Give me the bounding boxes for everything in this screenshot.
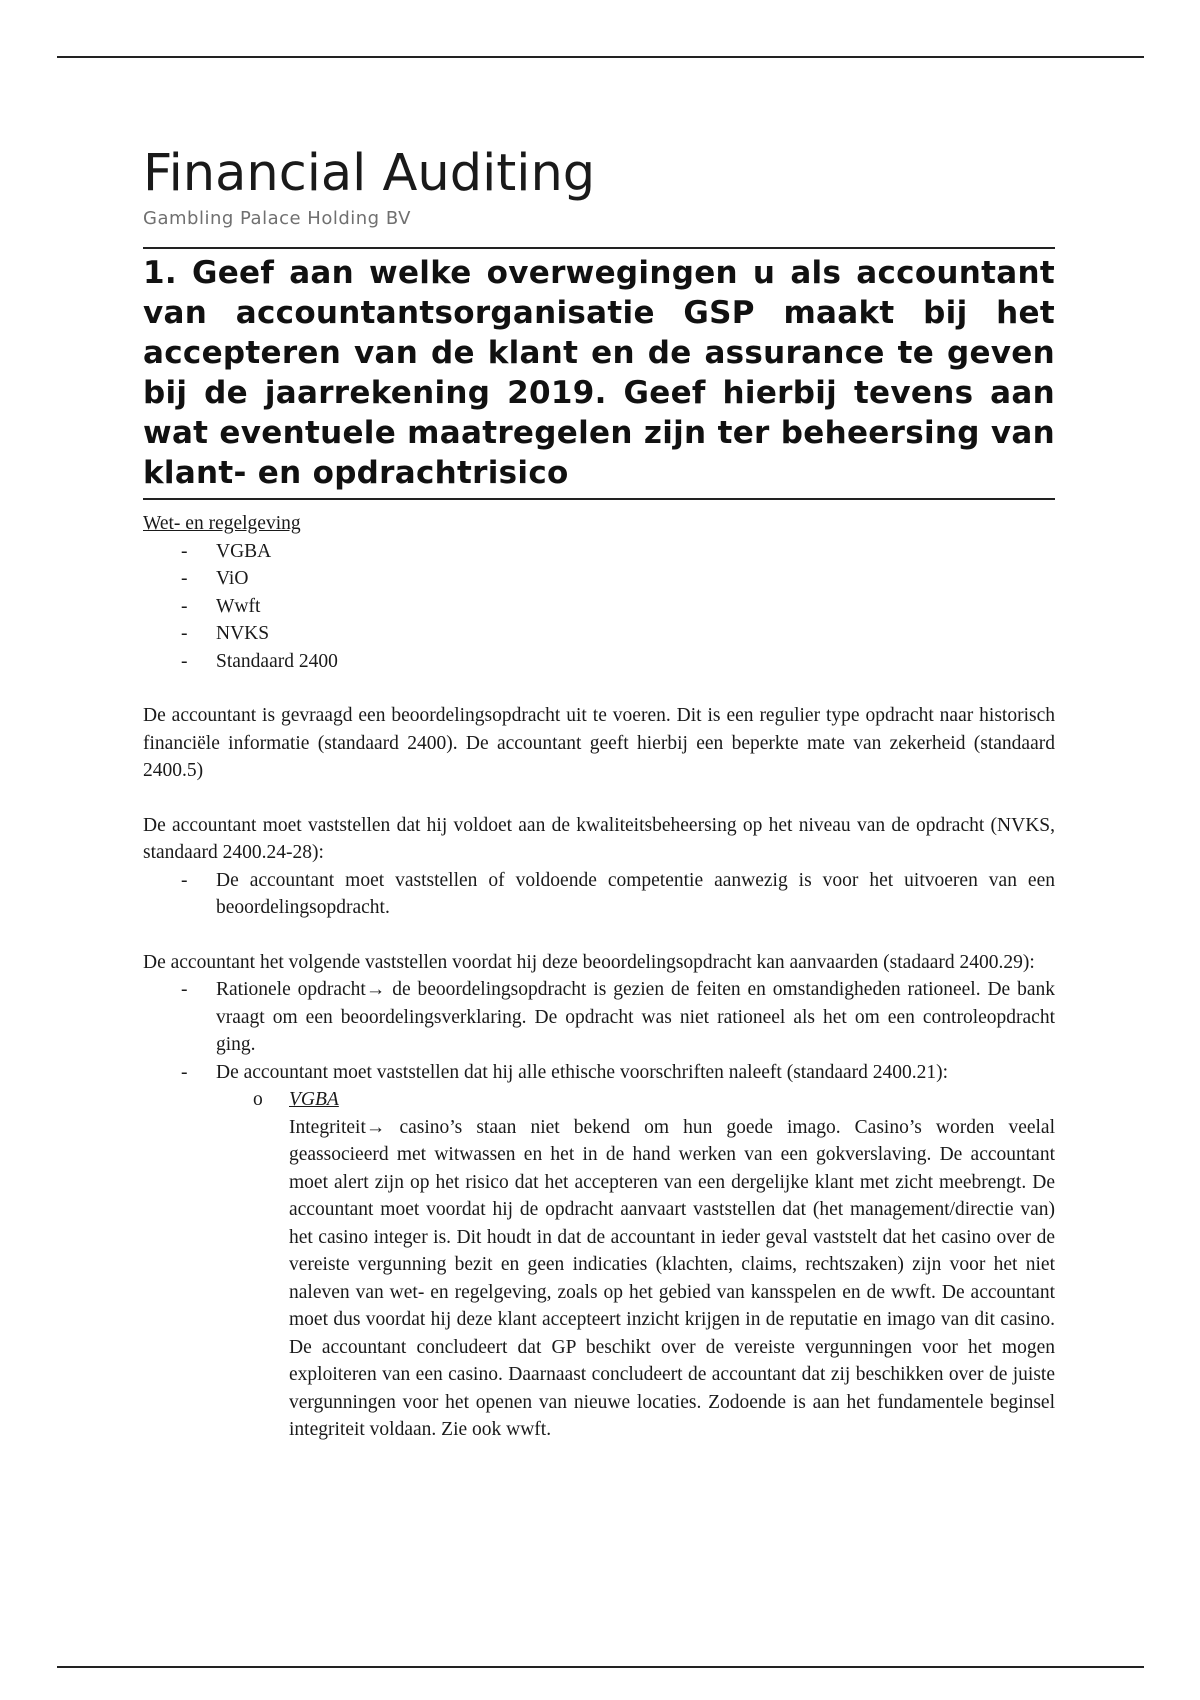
regulations-label: Wet- en regelgeving [143, 513, 301, 534]
list-item: - De accountant moet vaststellen of voldoende competentie aanwezig is voor het uitvoeren van een beoordelingsopdracht. [143, 867, 1055, 922]
acceptance-list [143, 976, 1055, 1086]
circle-bullet: o [253, 1089, 263, 1110]
list-item: - Wwft [143, 593, 1055, 621]
list-item: - Rationele opdracht→ de beoordelingsopdracht is gezien de feiten en omstandigheden rationeel. De bank vraagt om een beoordelingsverklaring. De opdracht was niet rationeel als het om een controleopdracht ging. [143, 976, 1055, 1059]
top-rule [57, 56, 1144, 58]
bottom-rule [57, 1666, 1144, 1668]
sub-list [143, 1086, 1055, 1444]
list-item: - VGBA [143, 538, 1055, 566]
paragraph-assignment: De accountant is gevraagd een beoordelingsopdracht uit te voeren. Dit is een regulier type opdracht naar historisch financiële informatie (standaard 2400). De accountant geeft hierbij een beperkte mate van zekerheid (standaard 2400.5) [143, 705, 1055, 781]
document-content [143, 140, 1055, 1444]
quality-list [143, 867, 1055, 922]
paragraph-quality: De accountant moet vaststellen dat hij voldoet aan de kwaliteitsbeheersing op het niveau van de opdracht (NVKS, standaard 2400.24-28): [143, 814, 1055, 863]
sub-item-label: VGBA [289, 1089, 339, 1110]
list-item: - De accountant moet vaststellen dat hij alle ethische voorschriften naleeft (standaard 2400.21): [143, 1059, 1055, 1087]
regulations-list [143, 538, 1055, 676]
question-heading: 1. Geef aan welke overwegingen u als accountant van accountantsorganisatie GSP maakt bij het accepteren van de klant en de assurance te geven bij de jaarrekening 2019. Geef hierbij tevens aan wat eventuele maatregelen zijn ter beheersing van klant- en opdrachtrisico [143, 247, 1055, 500]
document-title: Financial Auditing [143, 144, 596, 203]
document-subtitle: Gambling Palace Holding BV [143, 208, 411, 229]
sub-list-item [143, 1086, 1055, 1444]
list-item: - Standaard 2400 [143, 648, 1055, 676]
list-item: - NVKS [143, 620, 1055, 648]
sub-item-text: Integriteit→ casino’s staan niet bekend om hun goede imago. Casino’s worden veelal geassocieerd met witwassen en het in de hand werken van een gokverslaving. De accountant moet alert zijn op het risico dat het accepteren van een dergelijke klant met zicht meebrengt. De accountant moet voordat hij de opdracht aanvaart vaststellen dat (het management/directie van) het casino integer is. Dit houdt in dat de accountant in ieder geval vaststelt dat het casino over de vereiste vergunning bezit en geen indicaties (klachten, claims, rechtszaken) zijn voor het niet naleven van wet- en regelgeving, zoals op het gebied van kansspelen en de wwft. De accountant moet dus voordat hij deze klant accepteert inzicht krijgen in de reputatie en imago van dit casino. De accountant concludeert dat GP beschikt over de vereiste vergunningen voor het mogen exploiteren van een casino. Daarnaast concludeert de accountant dat zij beschikken over de juiste vergunningen voor het openen van nieuwe locaties. Zodoende is aan het fundamentele beginsel integriteit voldaan. Zie ook wwft. [289, 1116, 1055, 1440]
document-body [143, 510, 1055, 1444]
paragraph-acceptance: De accountant het volgende vaststellen voordat hij deze beoordelingsopdracht kan aanvaarden (stadaard 2400.29): [143, 951, 1035, 973]
list-item: - ViO [143, 565, 1055, 593]
